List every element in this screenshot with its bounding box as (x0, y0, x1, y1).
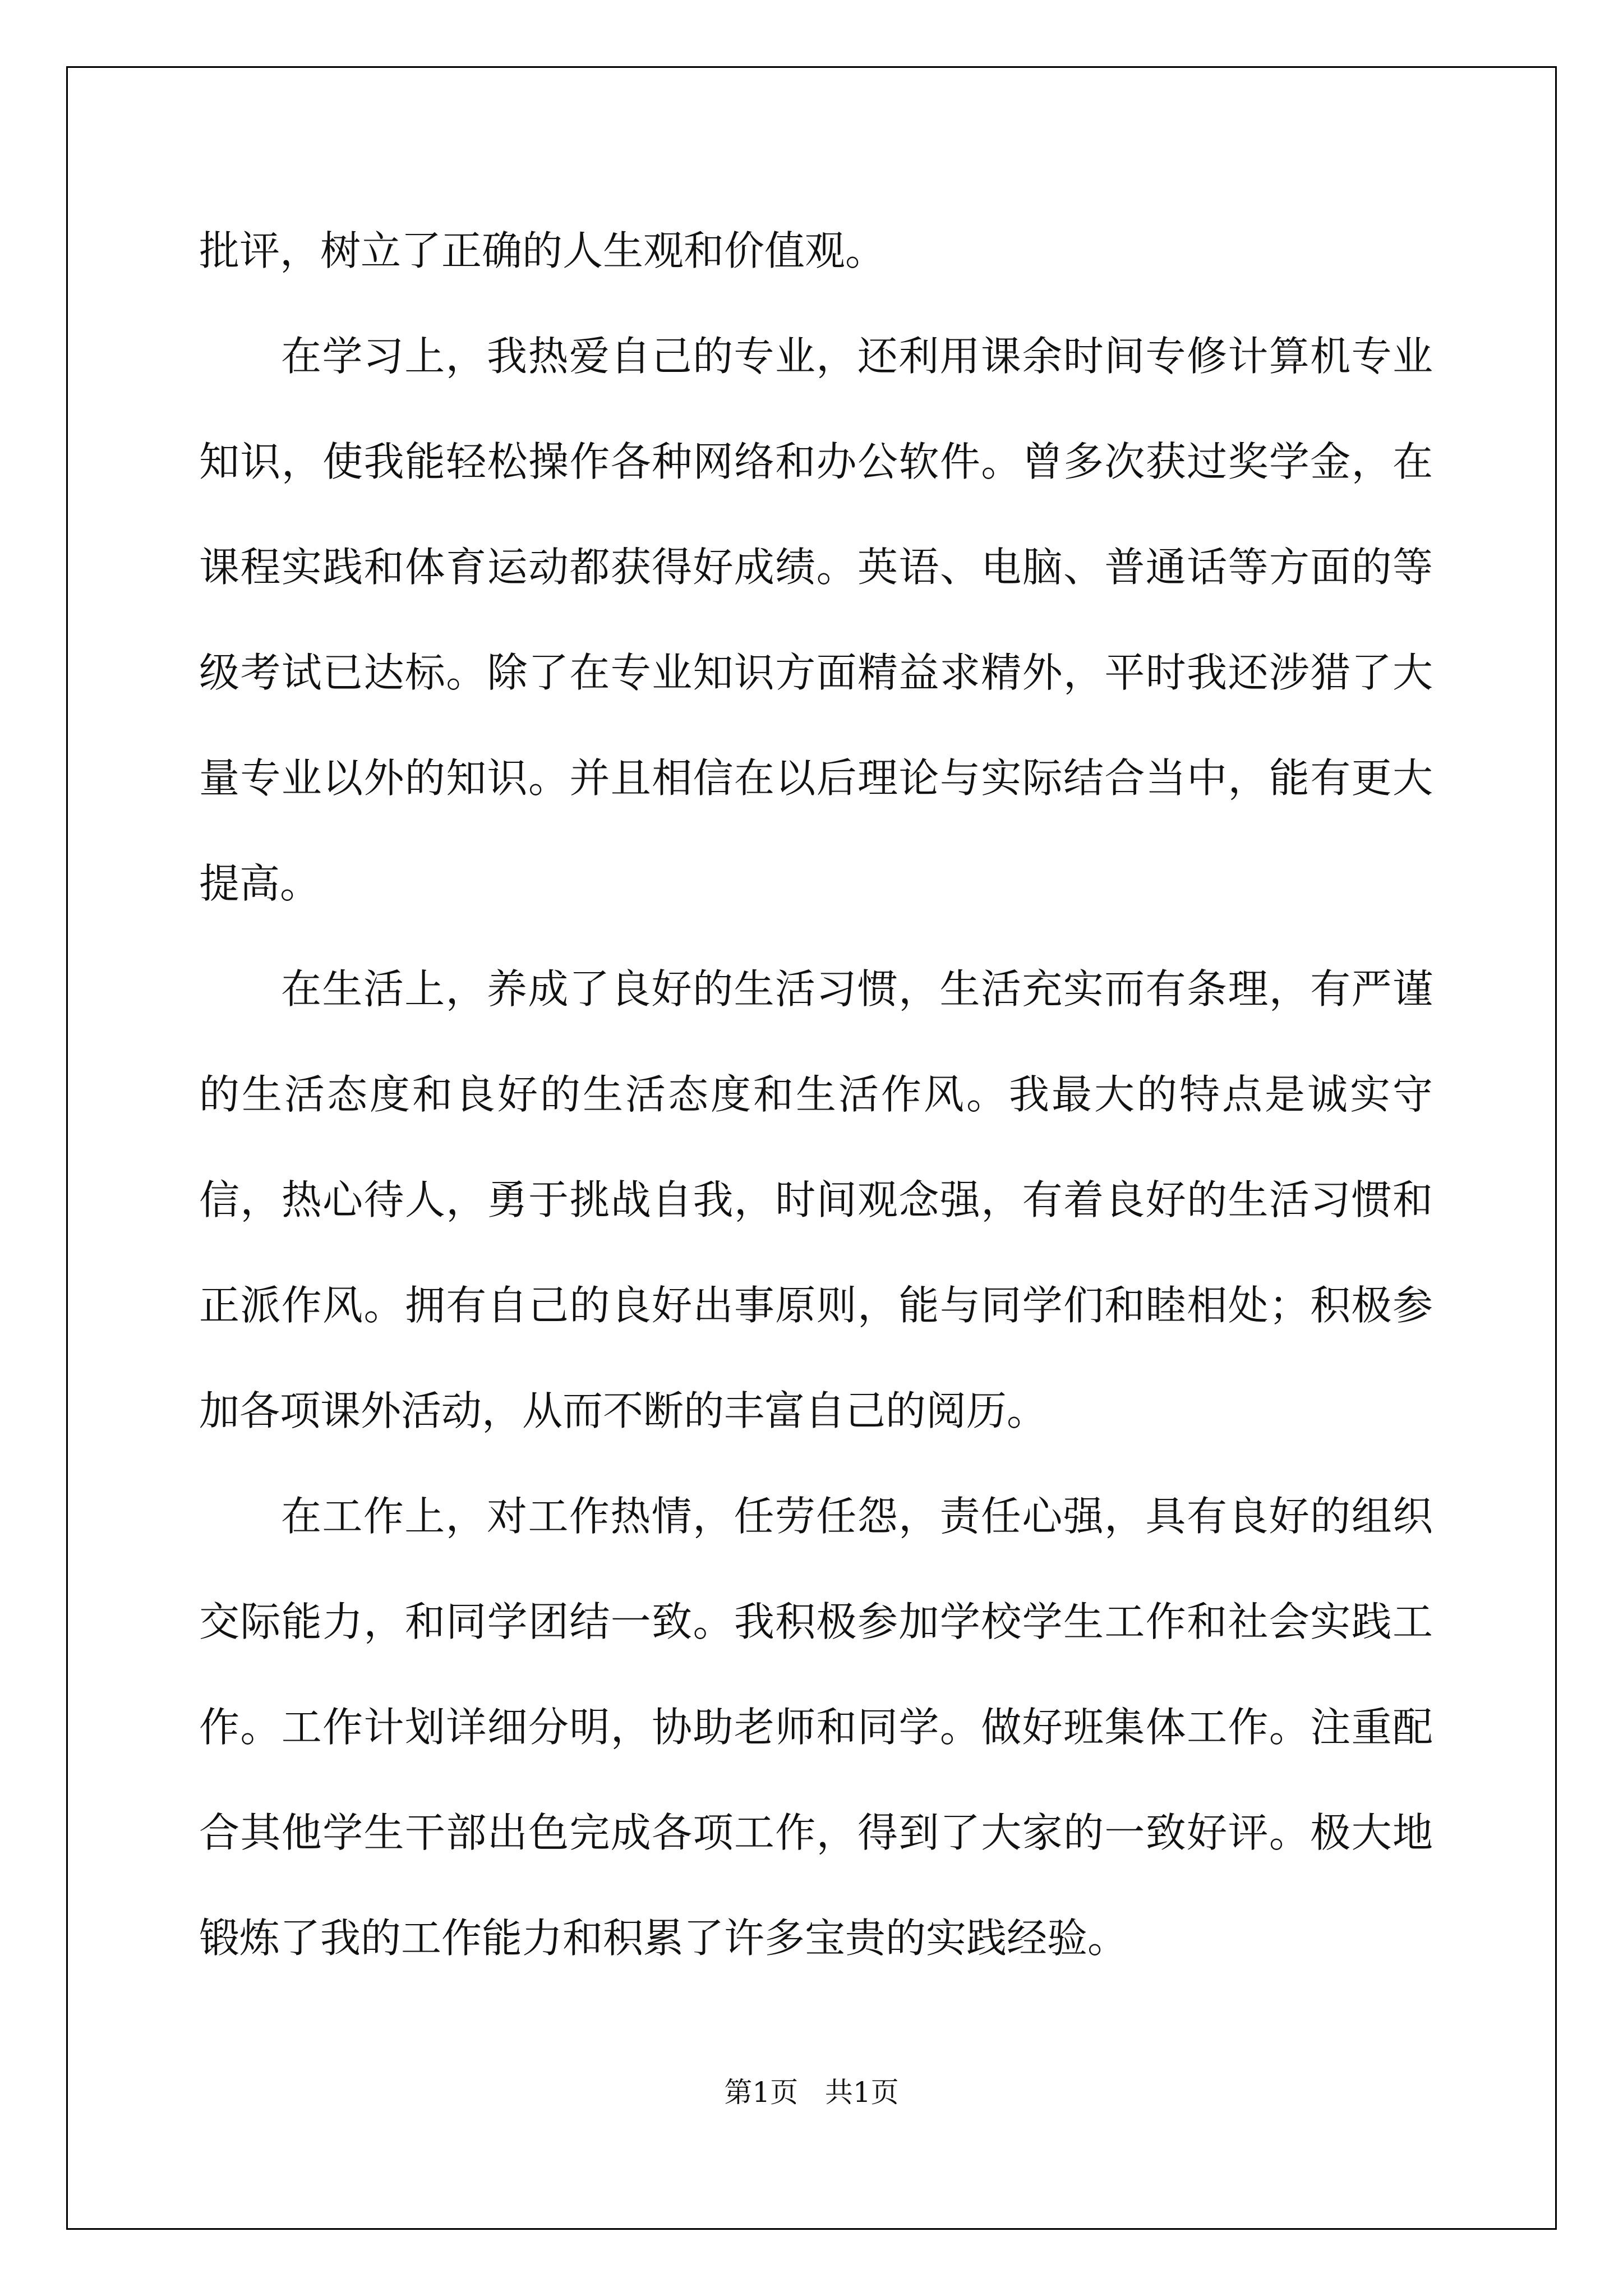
page-footer (0, 2076, 1623, 2109)
paragraph-3: 在生活上，养成了良好的生活习惯，生活充实而有条理，有严谨的生活态度和良好的生活态度和生活作风。我最大的特点是诚实守信，热心待人，勇于挑战自我，时间观念强，有着良好的生活习惯和正派作风。拥有自己的良好出事原则，能与同学们和睦相处；积极参加各项课外活动，从而不断的丰富自己的阅历。 (199, 965, 1433, 1434)
document-body (199, 198, 1433, 1991)
paragraph-4: 在工作上，对工作热情，任劳任怨，责任心强，具有良好的组织交际能力，和同学团结一致。我积极参加学校学生工作和社会实践工作。工作计划详细分明，协助老师和同学。做好班集体工作。注重配合其他学生干部出色完成各项工作，得到了大家的一致好评。极大地锻炼了我的工作能力和积累了许多宝贵的实践经验。 (199, 1493, 1433, 1962)
paragraph-1: 批评，树立了正确的人生观和价值观。 (199, 227, 886, 274)
paragraph-2: 在学习上，我热爱自己的专业，还利用课余时间专修计算机专业知识，使我能轻松操作各种网络和办公软件。曾多次获过奖学金，在课程实践和体育运动都获得好成绩。英语、电脑、普通话等方面的等级考试已达标。除了在专业知识方面精益求精外，平时我还涉猎了大量专业以外的知识。并且相信在以后理论与实际结合当中，能有更大提高。 (199, 333, 1433, 907)
page-number-label: 第1页 共1页 (724, 2076, 899, 2109)
